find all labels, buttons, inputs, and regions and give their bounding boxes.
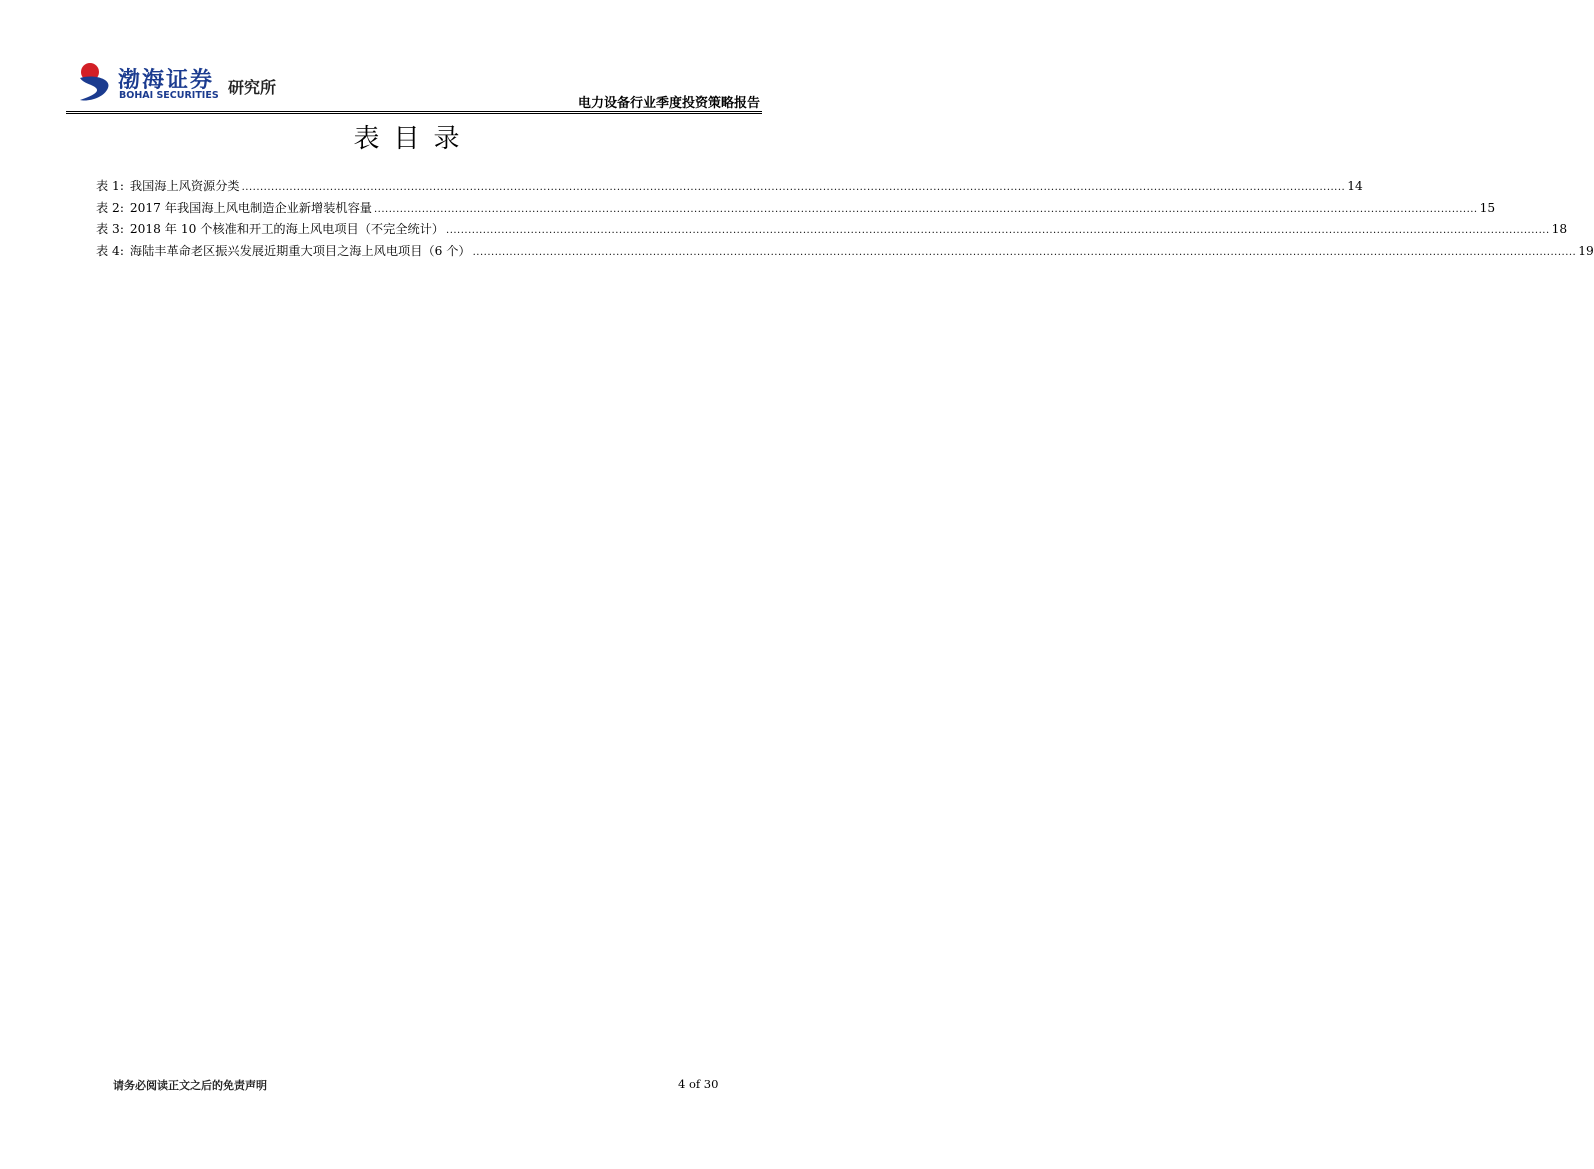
toc-item-page: 19 bbox=[1578, 243, 1594, 258]
bohai-logo-mark-icon bbox=[78, 62, 114, 104]
toc-item[interactable] bbox=[96, 241, 1594, 263]
report-title: 电力设备行业季度投资策略报告 bbox=[577, 96, 760, 111]
table-of-tables bbox=[96, 176, 1594, 262]
toc-item-page: 15 bbox=[1479, 200, 1496, 215]
page-title: 表目录 bbox=[353, 124, 474, 154]
logo-chinese-name: 渤海证券 bbox=[118, 67, 215, 93]
bohai-logo bbox=[78, 62, 308, 106]
toc-item-page: 14 bbox=[1347, 179, 1363, 193]
toc-leader-dots: ............................................................................................................................................................................................................................................................................................................ bbox=[241, 182, 1346, 193]
toc-item-text: 2018 年 10 个核准和开工的海上风电项目（不完全统计） bbox=[129, 222, 445, 236]
toc-item-text: 海陆丰革命老区振兴发展近期重大项目之海上风电项目（6 个） bbox=[129, 243, 471, 258]
toc-item-text: 我国海上风资源分类 bbox=[129, 179, 240, 193]
toc-item-label: 表 4: bbox=[96, 243, 124, 258]
logo-english-name: BOHAI SECURITIES bbox=[119, 90, 219, 101]
toc-item-page: 18 bbox=[1551, 222, 1568, 236]
toc-leader-dots: ............................................................................................................................................................................................................................................................................................................ bbox=[374, 203, 1478, 215]
toc-item-label: 表 2: bbox=[96, 200, 124, 215]
toc-item-label: 表 1: bbox=[96, 179, 124, 193]
footer-disclaimer: 请务必阅读正文之后的免责声明 bbox=[113, 1079, 267, 1092]
toc-leader-dots: ............................................................................................................................................................................................................................................................................................................ bbox=[472, 246, 1577, 258]
header-divider-secondary bbox=[66, 113, 762, 114]
header-divider bbox=[66, 111, 762, 112]
toc-item-label: 表 3: bbox=[96, 222, 124, 236]
toc-item[interactable] bbox=[96, 176, 1363, 198]
toc-item[interactable] bbox=[96, 198, 1496, 220]
toc-leader-dots: ............................................................................................................................................................................................................................................................................................................ bbox=[446, 225, 1550, 236]
footer-page-number: 4 of 30 bbox=[678, 1077, 719, 1091]
logo-institute: 研究所 bbox=[228, 78, 277, 97]
toc-item[interactable] bbox=[96, 219, 1568, 241]
toc-item-text: 2017 年我国海上风电制造企业新增装机容量 bbox=[129, 200, 372, 215]
